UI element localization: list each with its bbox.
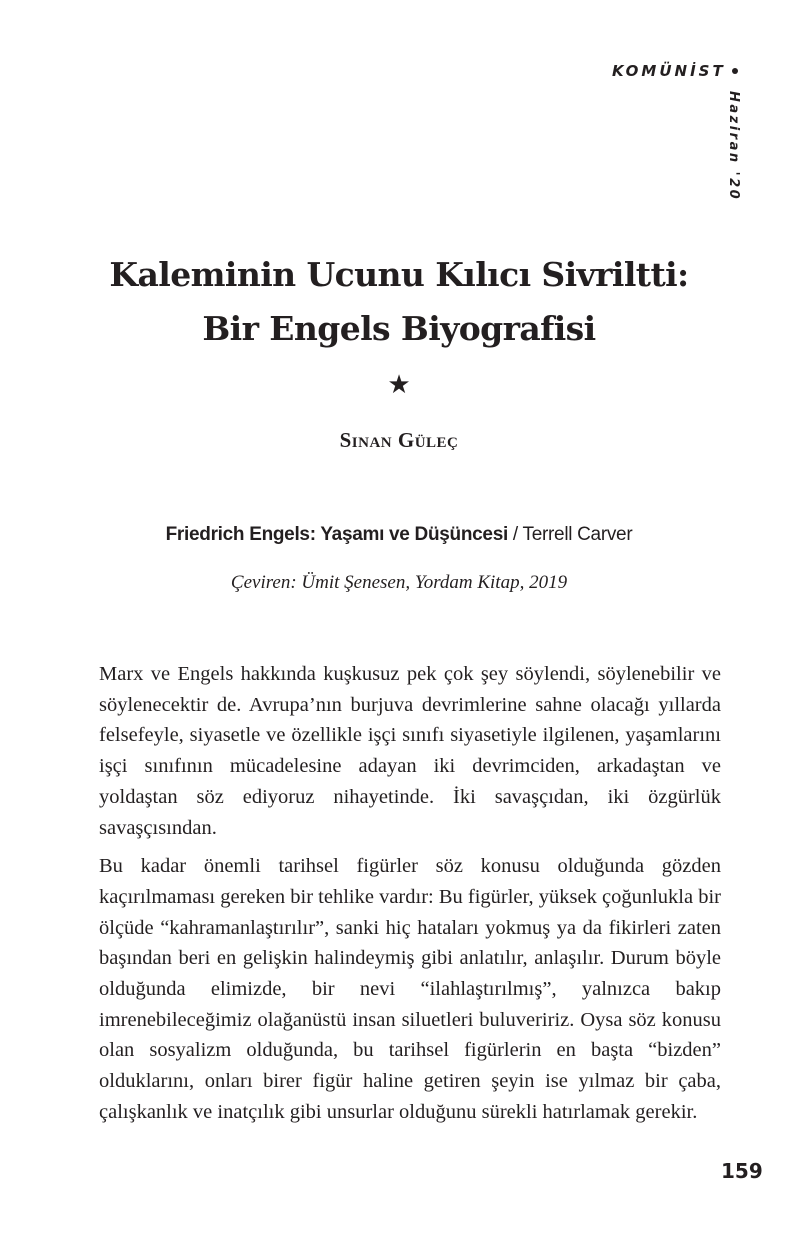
book-separator: /: [507, 524, 523, 545]
article-author: Sinan Güleç: [339, 428, 459, 452]
article-title-line-1: Kaleminin Ucunu Kılıcı Sivriltti:: [109, 255, 689, 294]
paragraph-2: Bu kadar önemli tarihsel figürler söz konusu olduğunda gözden kaçırılmaması gereken bir tehlike vardır: Bu figürler, yüksek çoğunlukla bir ölçüde “kahramanlaştırılır”, sanki hiç hataları yokmuş ya da fikirleri zaten başından beri en gelişkin halindeymiş gibi anlatılır, anlaşılır. Durum böyle olduğunda elimizde, bir nevi “ilahlaştırılmış”, yalnızca bakıp imrenebileceğimiz olağanüstü insan siluetleri buluveririz. Oysa söz konusu olan sosyalizm olduğunda, bu tarihsel figürlerin en başta “bizden” olduklarını, onları birer figür haline getiren şeyin ise yılmaz bir çaba, çalışkanlık ve inatçılık gibi unsurlar olduğunu sürekli hatırlamak gerekir.: [99, 855, 721, 1123]
article-title: [0, 248, 798, 356]
bullet-dot-icon: [732, 68, 738, 74]
book-author: Terrell Carver: [522, 524, 633, 545]
translation-info: Çeviren: Ümit Şenesen, Yordam Kitap, 2019: [230, 572, 568, 593]
magazine-name: KOMÜNİST: [612, 62, 726, 80]
book-reference: [0, 524, 798, 546]
paragraph-1: Marx ve Engels hakkında kuşkusuz pek çok şey söylendi, söylenebilir ve söylenecektir de. Avrupa’nın burjuva devrimlerine sahne olacağı yıllarda felsefeyle, siyasetle ve özellikle işçi sınıfı siyasetiyle ilgilenen, yaşamlarını işçi sınıfının mücadelesine adayan iki devrimciden, arkadaştan ve yoldaştan söz ediyoruz nihayetinde. İki savaşçıdan, iki özgürlük savaşçısından.: [99, 663, 721, 839]
article-title-line-2: Bir Engels Biyografisi: [202, 309, 596, 348]
article-body: [99, 659, 721, 1136]
page-number: 159: [721, 1159, 763, 1183]
book-title: Friedrich Engels: Yaşamı ve Düşüncesi: [165, 524, 508, 545]
issue-date: Haziran '20: [726, 91, 741, 202]
star-icon: ★: [387, 370, 411, 399]
